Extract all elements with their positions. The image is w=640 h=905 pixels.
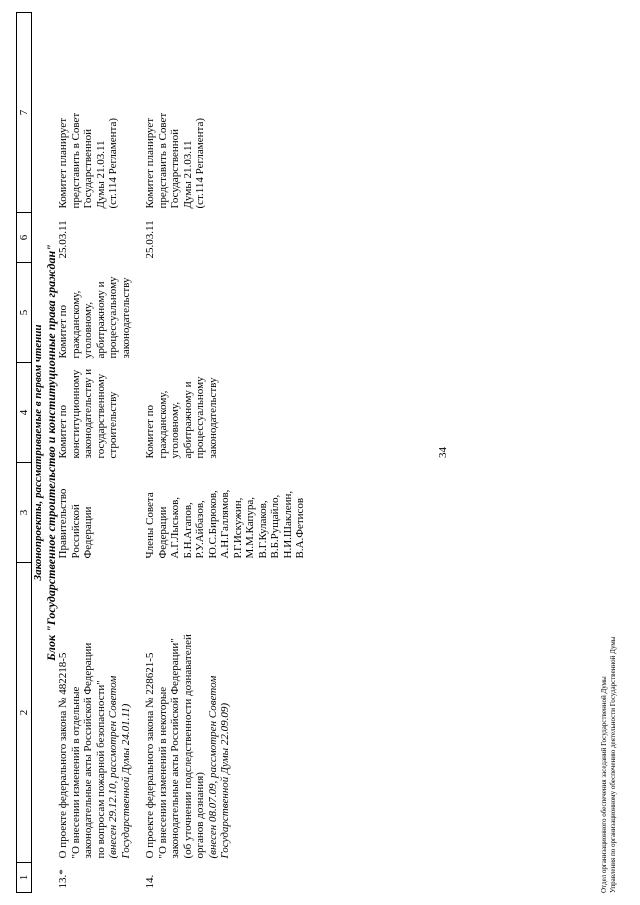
bill-title-cell <box>132 563 307 863</box>
column-header-3: 3 <box>17 463 32 563</box>
bills-table <box>16 12 307 893</box>
review-date: 25.03.11 <box>57 220 69 259</box>
column-header-7: 7 <box>17 13 32 213</box>
column-header-6: 6 <box>17 213 32 263</box>
bill-initiator: Правительство Российской Федерации <box>57 488 94 559</box>
bill-title: О проекте федерального закона № 482218-5 "О внесении изменений в отдельные законодательные акты Российской Федерации по вопросам пожарной безопасности" <box>57 642 107 859</box>
remark: Комитет планирует представить в Совет Государственной Думы 21.03.11 (ст.114 Регламента) <box>144 112 206 209</box>
bill-initiator: Члены Совета Федерации А.Г.Лыськов, Б.Н.Агапов, Р.У.Айбазов, Ю.С.Бирюков, А.Н.Галлямов, Р.Г.Искужин, М.М.Капура, В.Г.Кулаков, В.Б.Рущайло, Н.И.Шаклеин, В.А.Фетисов <box>144 489 306 559</box>
co-executor-committee: Комитет по гражданскому, уголовному, арбитражному и процессуальному законодательству <box>57 276 132 359</box>
footer-department: Отдел организационного обеспечения заседаний Государственной Думы <box>600 676 608 893</box>
column-header-2: 2 <box>17 563 32 863</box>
footer <box>600 637 618 893</box>
footer-directorate: Управления по организационному обеспечению деятельности Государственной Думы <box>609 636 617 893</box>
review-date: 25.03.11 <box>144 220 156 259</box>
responsible-committee: Комитет по гражданскому, уголовному, арбитражному и процессуальному законодательству <box>144 376 219 459</box>
column-header-1: 1 <box>17 863 32 893</box>
bill-note: (внесен 29.12.10, рассмотрен Советом Государственной Думы 24.01.11) <box>107 675 132 859</box>
responsible-committee: Комитет по конституционному законодательству и государственному строительству <box>57 368 119 459</box>
table-row <box>57 13 132 893</box>
bill-title-cell <box>57 563 132 863</box>
block-heading: Блок "Государственное строительство и конституционные права граждан" <box>43 244 58 661</box>
column-header-5: 5 <box>17 263 32 363</box>
section-heading: Законопроекты, рассматриваемые в первом чтении <box>32 324 44 581</box>
bill-title: О проекте федерального закона № 228621-5 "О внесении изменений в некоторые законодательные акты Российской Федерации" (об уточнении подследственности дознавателей органов дознания) <box>144 634 206 859</box>
co-executor-committee <box>132 263 307 363</box>
table-row <box>132 13 307 893</box>
remark: Комитет планирует представить в Совет Государственной Думы 21.03.11 (ст.114 Регламента) <box>57 112 119 209</box>
column-header-4: 4 <box>17 363 32 463</box>
page-number: 34 <box>437 447 449 458</box>
column-header-row <box>17 13 32 893</box>
row-number: 14. <box>144 874 156 889</box>
row-number: 13.* <box>57 869 69 889</box>
bill-note: (внесен 08.07.09, рассмотрен Советом Государственной Думы 22.09.09) <box>206 675 231 859</box>
